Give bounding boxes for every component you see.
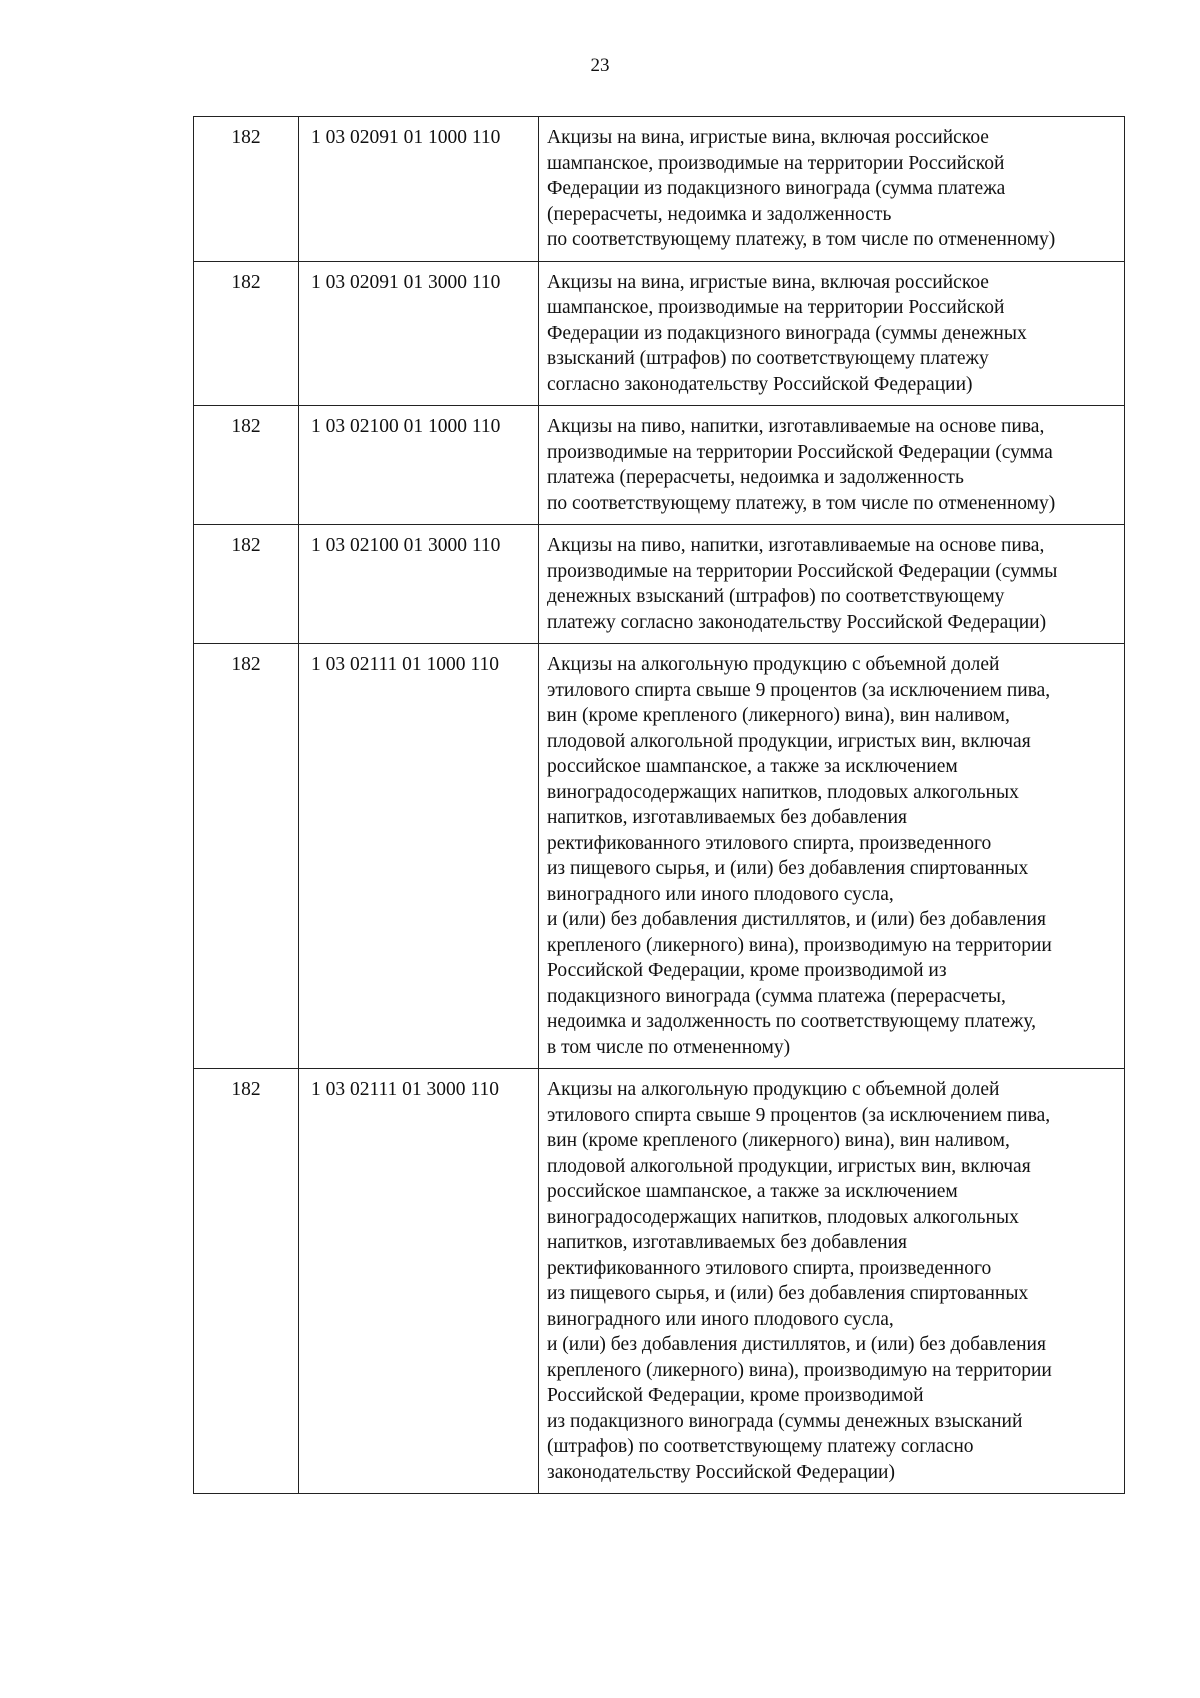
description-line: шампанское, производимые на территории Российской: [547, 297, 1005, 318]
description-cell: [539, 644, 1125, 1069]
description-line: платежа (перерасчеты, недоимка и задолженность: [547, 467, 964, 488]
description-line: денежных взысканий (штрафов) по соответствующему: [547, 586, 1005, 607]
admin-code-cell: 182: [194, 525, 299, 644]
table-body: [194, 117, 1125, 1494]
description-line: из подакцизного винограда (суммы денежных взысканий: [547, 1410, 1023, 1432]
page-number: 23: [590, 55, 610, 76]
description-cell: [539, 1069, 1125, 1494]
budget-classification-code-cell: 1 03 02091 01 1000 110: [299, 117, 539, 262]
description-line: этилового спирта свыше 9 процентов (за исключением пива,: [547, 1104, 1051, 1126]
description-line: платежу согласно законодательству Российской Федерации): [547, 611, 1047, 633]
description-line: Акцизы на вина, игристые вина, включая российское: [547, 127, 989, 148]
description-line: взысканий (штрафов) по соответствующему платежу: [547, 348, 989, 369]
admin-code-cell: 182: [194, 117, 299, 262]
description-line: производимые на территории Российской Федерации (суммы: [547, 560, 1058, 582]
budget-classification-code-cell: 1 03 02100 01 1000 110: [299, 406, 539, 525]
description-line: российское шампанское, а также за исключением: [547, 1181, 958, 1202]
description-line: производимые на территории Российской Федерации (сумма: [547, 441, 1053, 463]
table-row: [194, 117, 1125, 262]
table-row: [194, 1069, 1125, 1494]
description-line: напитков, изготавливаемых без добавления: [547, 1232, 907, 1253]
description-cell: [539, 525, 1125, 644]
description-line: подакцизного винограда (сумма платежа (перерасчеты,: [547, 985, 1006, 1007]
description-line: Акцизы на алкогольную продукцию с объемной долей: [547, 1079, 1000, 1100]
admin-code-cell: 182: [194, 644, 299, 1069]
description-line: вин (кроме крепленого (ликерного) вина), вин наливом,: [547, 1130, 1010, 1151]
description-line: ректификованного этилового спирта, произведенного: [547, 1257, 992, 1279]
admin-code-cell: 182: [194, 406, 299, 525]
admin-code-cell: 182: [194, 261, 299, 406]
description-line: виноградного или иного плодового сусла,: [547, 883, 894, 905]
description-cell: [539, 406, 1125, 525]
description-line: Федерации из подакцизного винограда (суммы денежных: [547, 322, 1027, 344]
description-line: крепленого (ликерного) вина), производимую на территории: [547, 1359, 1052, 1381]
description-line: по соответствующему платежу, в том числе по отмененному): [547, 229, 1056, 250]
description-line: и (или) без добавления дистиллятов, и (или) без добавления: [547, 909, 1046, 930]
description-line: недоимка и задолженность по соответствующему платежу,: [547, 1011, 1037, 1032]
budget-classification-code-cell: 1 03 02091 01 3000 110: [299, 261, 539, 406]
budget-classification-code-cell: 1 03 02100 01 3000 110: [299, 525, 539, 644]
budget-codes-table: [193, 116, 1125, 1494]
description-cell: [539, 117, 1125, 262]
description-line: Российской Федерации, кроме производимой из: [547, 960, 947, 981]
description-line: напитков, изготавливаемых без добавления: [547, 807, 907, 828]
description-line: Федерации из подакцизного винограда (сумма платежа: [547, 178, 1006, 199]
description-line: Российской Федерации, кроме производимой: [547, 1385, 924, 1406]
description-line: плодовой алкогольной продукции, игристых вин, включая: [547, 1155, 1031, 1177]
description-line: в том числе по отмененному): [547, 1036, 791, 1058]
description-line: вин (кроме крепленого (ликерного) вина), вин наливом,: [547, 705, 1010, 726]
description-line: из пищевого сырья, и (или) без добавления спиртованных: [547, 1283, 1029, 1304]
description-line: по соответствующему платежу, в том числе по отмененному): [547, 492, 1056, 514]
description-line: и (или) без добавления дистиллятов, и (или) без добавления: [547, 1334, 1046, 1355]
description-line: крепленого (ликерного) вина), производимую на территории: [547, 934, 1052, 956]
description-line: из пищевого сырья, и (или) без добавления спиртованных: [547, 858, 1029, 879]
description-line: согласно законодательству Российской Федерации): [547, 373, 973, 395]
description-line: этилового спирта свыше 9 процентов (за исключением пива,: [547, 679, 1051, 701]
description-line: российское шампанское, а также за исключением: [547, 756, 958, 777]
description-line: Акцизы на алкогольную продукцию с объемной долей: [547, 654, 1000, 675]
table-row: [194, 261, 1125, 406]
table-row: [194, 406, 1125, 525]
description-line: ректификованного этилового спирта, произведенного: [547, 832, 992, 854]
table-row: [194, 644, 1125, 1069]
admin-code-cell: 182: [194, 1069, 299, 1494]
table-row: [194, 525, 1125, 644]
description-line: Акцизы на пиво, напитки, изготавливаемые на основе пива,: [547, 535, 1045, 556]
description-line: виноградосодержащих напитков, плодовых алкогольных: [547, 781, 1019, 803]
budget-classification-code-cell: 1 03 02111 01 3000 110: [299, 1069, 539, 1494]
description-line: (перерасчеты, недоимка и задолженность: [547, 203, 892, 225]
description-line: законодательству Российской Федерации): [547, 1461, 895, 1483]
description-line: шампанское, производимые на территории Российской: [547, 152, 1005, 174]
description-line: (штрафов) по соответствующему платежу согласно: [547, 1436, 974, 1457]
description-cell: [539, 261, 1125, 406]
description-line: виноградного или иного плодового сусла,: [547, 1308, 894, 1330]
description-line: Акцизы на вина, игристые вина, включая российское: [547, 271, 989, 293]
description-line: плодовой алкогольной продукции, игристых вин, включая: [547, 730, 1031, 752]
budget-classification-code-cell: 1 03 02111 01 1000 110: [299, 644, 539, 1069]
description-line: Акцизы на пиво, напитки, изготавливаемые на основе пива,: [547, 416, 1045, 437]
description-line: виноградосодержащих напитков, плодовых алкогольных: [547, 1206, 1019, 1228]
